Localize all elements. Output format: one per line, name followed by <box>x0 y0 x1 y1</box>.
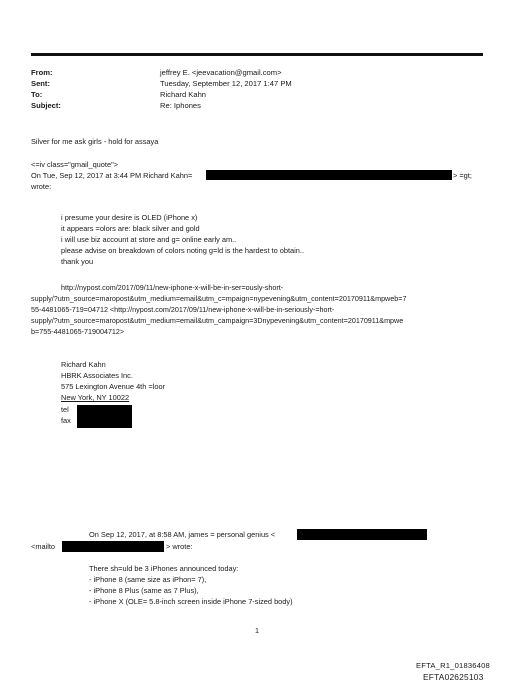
signature-city[interactable]: New York, NY 10022 <box>61 393 130 402</box>
subject-label: Subject: <box>31 101 61 110</box>
quoted-line: please advise on breakdown of colors noting g=ld is the hardest to obtain.. <box>61 246 305 255</box>
mailto-prefix: <mailto <box>31 542 56 551</box>
quote-attribution: On Tue, Sep 12, 2017 at 3:44 PM Richard Kahn= <box>31 171 193 180</box>
quote-attribution-end: > =gt; <box>453 171 472 180</box>
sent-value: Tuesday, September 12, 2017 1:47 PM <box>160 79 292 88</box>
quote-wrote: wrote: <box>31 182 52 191</box>
iphones-intro: There sh=uld be 3 iPhones announced today: <box>89 564 239 573</box>
signature-name: Richard Kahn <box>61 360 106 369</box>
from-value: jeffrey E. <jeevacation@gmail.com> <box>160 68 282 77</box>
url-line[interactable]: supply/?utm_source=maropost&utm_medium=email&utm_c=mpaign=nypevening&utm_content=20170911&mpweb=7 <box>31 294 407 303</box>
url-line[interactable]: supply/?utm_source=maropost&utm_medium=email&utm_campaign=3Dnypevening&utm_content=20170911&mpwe <box>31 316 404 325</box>
quoted-line: thank you <box>61 257 94 266</box>
quoted-line: it appears =olors are: black silver and gold <box>61 224 200 233</box>
signature-fax-label: fax <box>61 416 71 425</box>
quote-wrote-2: > wrote: <box>166 542 193 551</box>
bates-code-2: EFTA02625103 <box>423 672 484 682</box>
to-value: Richard Kahn <box>160 90 207 99</box>
signature-company: HBRK Associates Inc. <box>61 371 133 380</box>
signature-address: 575 Lexington Avenue 4th =loor <box>61 382 166 391</box>
redaction-email-3 <box>62 541 164 552</box>
quote-attribution-2: On Sep 12, 2017, at 8:58 AM, james = personal genius < <box>89 530 276 539</box>
redaction-email-2 <box>297 529 427 540</box>
iphone-list-item: - iPhone 8 Plus (same as 7 Plus), <box>89 586 199 595</box>
to-label: To: <box>31 90 43 99</box>
url-line[interactable]: http://nypost.com/2017/09/11/new-iphone-x-will-be-in-ser=ously-short- <box>61 283 284 292</box>
subject-value: Re: Iphones <box>160 101 201 110</box>
url-line[interactable]: 55-4481065-719=04712 <http://nypost.com/2017/09/11/new-iphone-x-will-be-in-seriously-=hort- <box>31 305 335 314</box>
redaction-email-1 <box>206 170 452 180</box>
quoted-line: i presume your desire is OLED (iPhone x) <box>61 213 198 222</box>
url-line[interactable]: b=755-4481065-719004712> <box>31 327 125 336</box>
signature-tel-label: tel <box>61 405 69 414</box>
header-rule <box>31 53 483 56</box>
page-number: 1 <box>255 626 259 635</box>
from-label: From: <box>31 68 53 77</box>
reply-text: Silver for me ask girls - hold for assaya <box>31 137 159 146</box>
redaction-phone <box>77 405 132 428</box>
iphone-list-item: - iPhone X (OLE= 5.8-inch screen inside iPhone 7-sized body) <box>89 597 293 606</box>
gmail-quote-tag: <=iv class="gmail_quote"> <box>31 160 119 169</box>
iphone-list-item: - iPhone 8 (same size as iPhon= 7), <box>89 575 207 584</box>
quoted-line: i will use biz account at store and g= online early am.. <box>61 235 237 244</box>
bates-code-1: EFTA_R1_01836408 <box>416 661 490 670</box>
sent-label: Sent: <box>31 79 50 88</box>
